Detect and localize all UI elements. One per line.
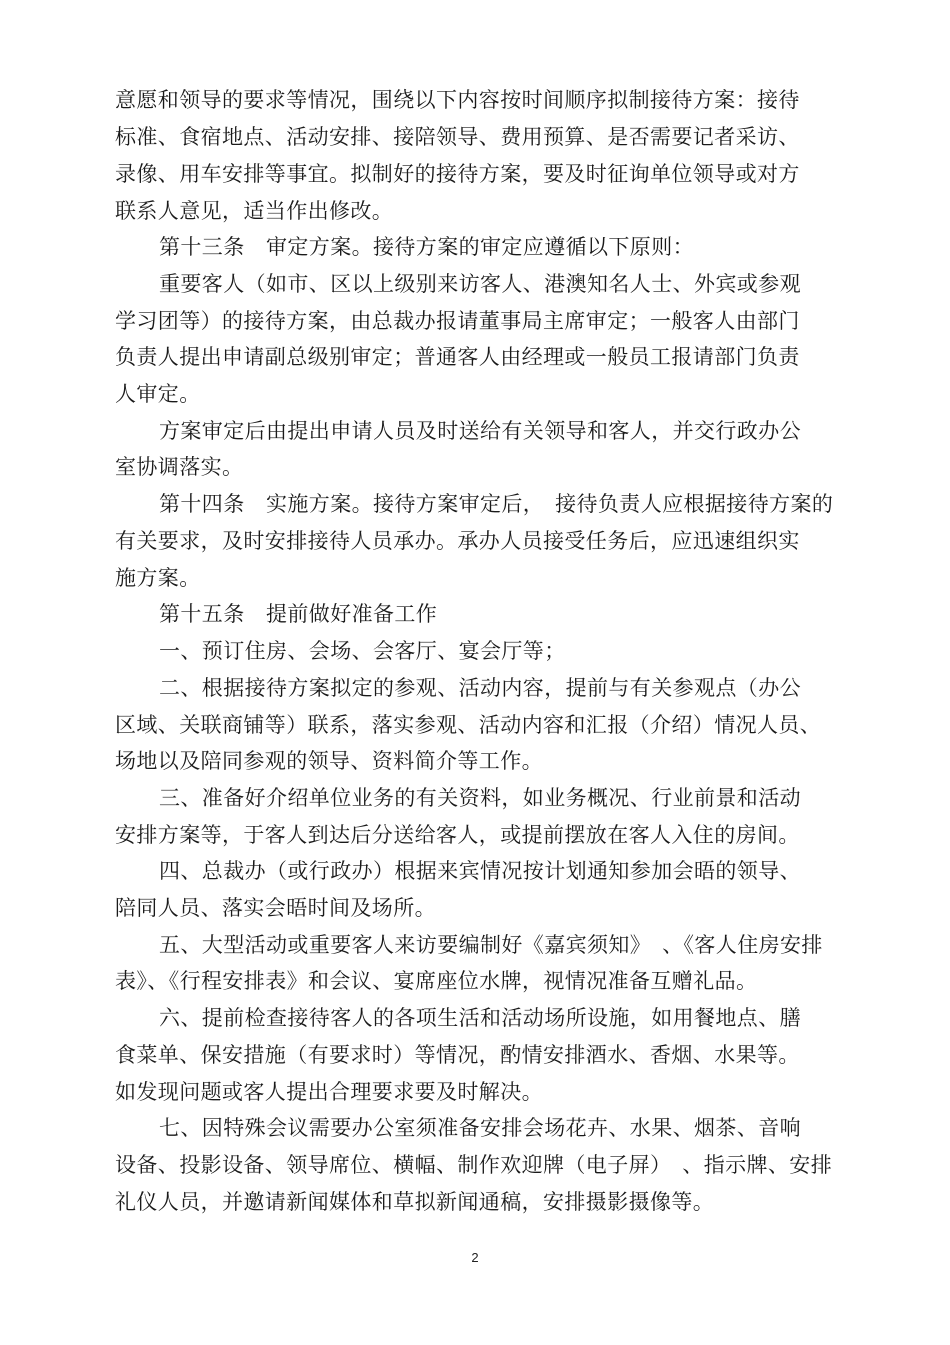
- text-line: 第十三条 审定方案。接待方案的审定应遵循以下原则：: [159, 235, 694, 259]
- text-line: 意愿和领导的要求等情况，围绕以下内容按时间顺序拟制接待方案：接待: [115, 88, 800, 112]
- text-line: 三、准备好介绍单位业务的有关资料，如业务概况、行业前景和活动: [159, 786, 801, 810]
- text-line: 人审定。: [115, 382, 201, 406]
- page-number: 2: [471, 1250, 479, 1265]
- text-line: 第十四条 实施方案。接待方案审定后， 接待负责人应根据接待方案的: [159, 492, 834, 516]
- text-line: 一、预订住房、会场、会客厅、宴会厅等；: [159, 639, 566, 663]
- text-line: 场地以及陪同参观的领导、资料简介等工作。: [115, 749, 543, 773]
- text-line: 第十五条 提前做好准备工作: [159, 602, 438, 626]
- text-line: 室协调落实。: [115, 455, 244, 479]
- text-line: 食菜单、保安措施（有要求时）等情况，酌情安排酒水、香烟、水果等。: [115, 1043, 800, 1067]
- text-line: 有关要求，及时安排接待人员承办。承办人员接受任务后，应迅速组织实: [115, 529, 800, 553]
- text-line: 区域、关联商铺等）联系，落实参观、活动内容和汇报（介绍）情况人员、: [115, 713, 822, 737]
- text-line: 学习团等）的接待方案，由总裁办报请董事局主席审定；一般客人由部门: [115, 309, 800, 333]
- text-line: 设备、投影设备、领导席位、横幅、制作欢迎牌（电子屏） 、指示牌、安排: [115, 1153, 833, 1177]
- text-line: 重要客人（如市、区以上级别来访客人、港澳知名人士、外宾或参观: [159, 272, 801, 296]
- text-line: 礼仪人员，并邀请新闻媒体和草拟新闻通稿，安排摄影摄像等。: [115, 1190, 715, 1214]
- text-line: 四、总裁办（或行政办）根据来宾情况按计划通知参加会晤的领导、: [159, 859, 801, 883]
- text-line: 六、提前检查接待客人的各项生活和活动场所设施，如用餐地点、膳: [159, 1006, 801, 1030]
- text-line: 安排方案等，于客人到达后分送给客人，或提前摆放在客人入住的房间。: [115, 823, 800, 847]
- text-line: 七、因特殊会议需要办公室须准备安排会场花卉、水果、烟茶、音响: [159, 1116, 801, 1140]
- text-line: 陪同人员、落实会晤时间及场所。: [115, 896, 436, 920]
- text-line: 表》、《行程安排表》和会议、宴席座位水牌，视情况准备互赠礼品。: [115, 969, 758, 993]
- text-line: 五、大型活动或重要客人来访要编制好《嘉宾须知》 、《客人住房安排: [159, 933, 823, 957]
- text-line: 负责人提出申请副总级别审定；普通客人由经理或一般员工报请部门负责: [115, 345, 800, 369]
- text-line: 联系人意见，适当作出修改。: [115, 199, 394, 223]
- text-line: 二、根据接待方案拟定的参观、活动内容，提前与有关参观点（办公: [159, 676, 801, 700]
- text-line: 标准、食宿地点、活动安排、接陪领导、费用预算、是否需要记者采访、: [115, 125, 800, 149]
- text-line: 如发现问题或客人提出合理要求要及时解决。: [115, 1080, 543, 1104]
- text-line: 方案审定后由提出申请人员及时送给有关领导和客人，并交行政办公: [159, 419, 801, 443]
- text-line: 录像、用车安排等事宜。拟制好的接待方案，要及时征询单位领导或对方: [115, 162, 800, 186]
- text-line: 施方案。: [115, 566, 201, 590]
